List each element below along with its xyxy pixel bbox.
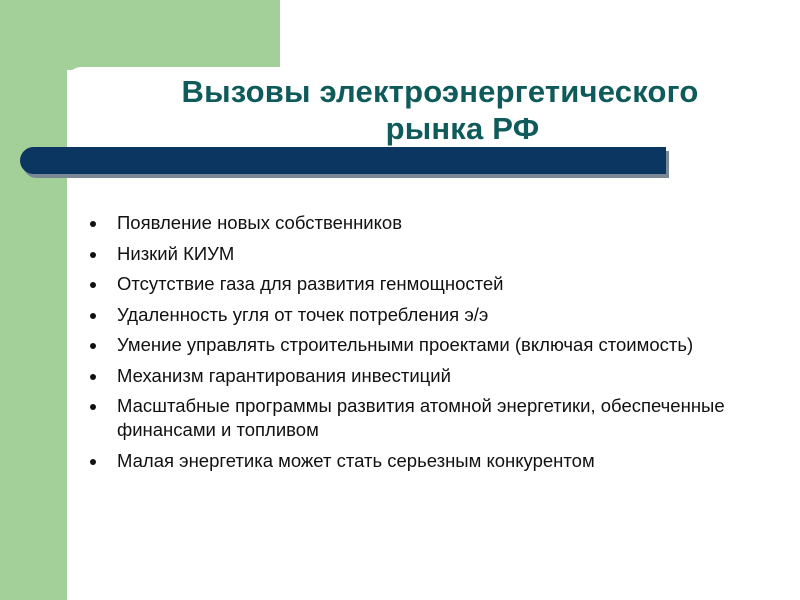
list-item xyxy=(90,394,730,442)
list-item-text: Механизм гарантирования инвестиций xyxy=(117,364,451,386)
bullet-dot-icon xyxy=(90,282,96,288)
bullet-dot-icon xyxy=(90,404,96,410)
list-item-text: Умение управлять строительными проектами (включая стоимость) xyxy=(117,334,694,355)
bullet-dot-icon xyxy=(90,343,96,349)
bullet-dot-icon xyxy=(90,313,96,319)
decor-green-left xyxy=(0,0,67,600)
list-item xyxy=(90,303,730,327)
list-item-text: Отсутствие газа для развития генмощностей xyxy=(117,273,504,294)
list-item-text: Масштабные программы развития атомной энергетики, обеспеченные финансами и топливом xyxy=(117,395,725,440)
list-item xyxy=(90,272,730,296)
bullet-dot-icon xyxy=(90,459,96,465)
list-item xyxy=(90,333,730,357)
title-underline-bar xyxy=(20,147,666,174)
list-item xyxy=(90,364,730,388)
list-item xyxy=(90,211,730,235)
list-item xyxy=(90,242,730,266)
list-item-text: Малая энергетика может стать серьезным конкурентом xyxy=(117,449,595,471)
slide-title-line1: Вызовы электроэнергетического xyxy=(181,74,699,109)
slide-title-line2: рынка РФ xyxy=(385,111,540,146)
list-item-text: Появление новых собственников xyxy=(117,212,403,233)
slide-title xyxy=(90,73,790,147)
bullet-dot-icon xyxy=(90,374,96,380)
bullet-dot-icon xyxy=(90,221,96,227)
bullet-dot-icon xyxy=(90,252,96,258)
list-item xyxy=(90,449,730,473)
list-item-text: Низкий КИУМ xyxy=(117,242,235,264)
bullet-list xyxy=(90,211,730,479)
list-item-text: Удаленность угля от точек потребления э/э xyxy=(117,303,489,325)
